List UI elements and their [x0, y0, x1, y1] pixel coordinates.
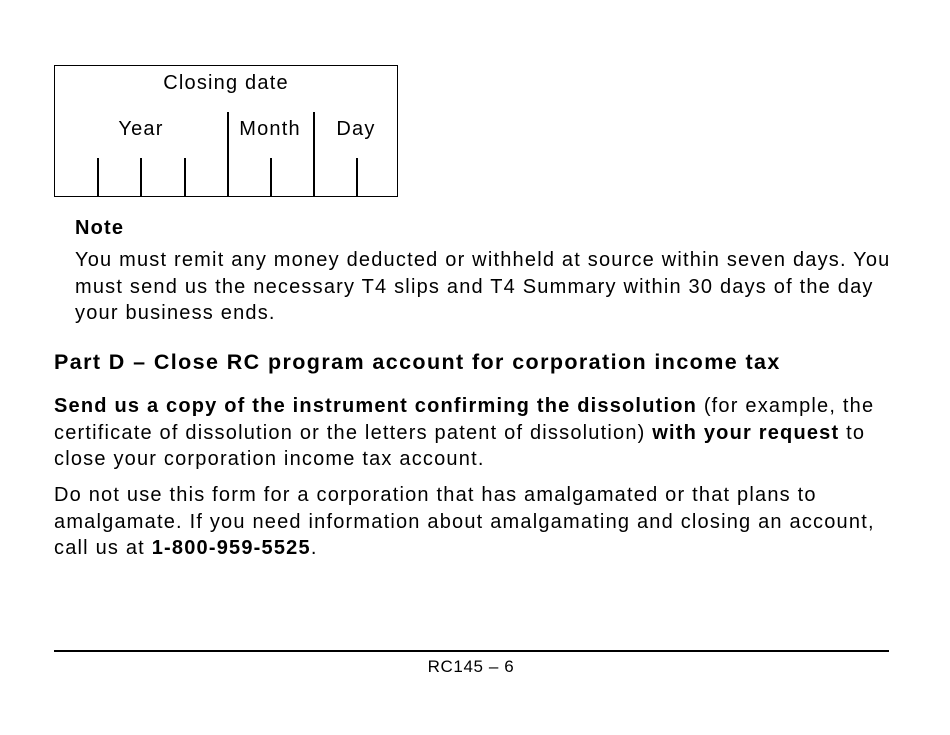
p2-text: Do not use this form for a corporation that has amalgamated or that plans to amalgamate. If you need information about amalgamating and closing an account, call us at [54, 484, 875, 559]
phone-number: 1-800-959-5525 [151, 537, 311, 559]
year-label: Year [118, 118, 164, 140]
p1-bold-instruction: Send us a copy of the instrument confirming the dissolution [54, 395, 698, 417]
p2-end: . [310, 537, 318, 559]
day-digit-divider [356, 158, 358, 196]
day-label: Day [336, 118, 376, 140]
footer-rule [54, 650, 889, 652]
closing-date-title: Closing date [163, 72, 289, 94]
p1-closing-text: to close your corporation income tax account. [54, 421, 866, 470]
month-digit-divider [270, 158, 272, 196]
p1-example-text: (for example, the certificate of dissolution or the letters patent of dissolution) [54, 395, 875, 444]
part-d-heading: Part D – Close RC program account for corporation income tax [54, 350, 781, 374]
year-digit-divider [97, 158, 99, 196]
month-label: Month [239, 118, 301, 140]
closing-date-box [54, 65, 398, 197]
note-body: You must remit any money deducted or withheld at source within seven days. You must send us the necessary T4 slips and T4 Summary within 30 days of the day your business ends. [75, 249, 891, 324]
month-day-separator [313, 112, 315, 196]
note-title: Note [75, 217, 125, 239]
year-digit-divider [184, 158, 186, 196]
year-month-separator [227, 112, 229, 196]
part-d-paragraph-1 [54, 393, 904, 473]
part-d-paragraph-2 [54, 482, 904, 562]
p1-bold-request: with your request [652, 421, 840, 444]
year-digit-divider [140, 158, 142, 196]
page-number: RC145 – 6 [427, 657, 515, 676]
